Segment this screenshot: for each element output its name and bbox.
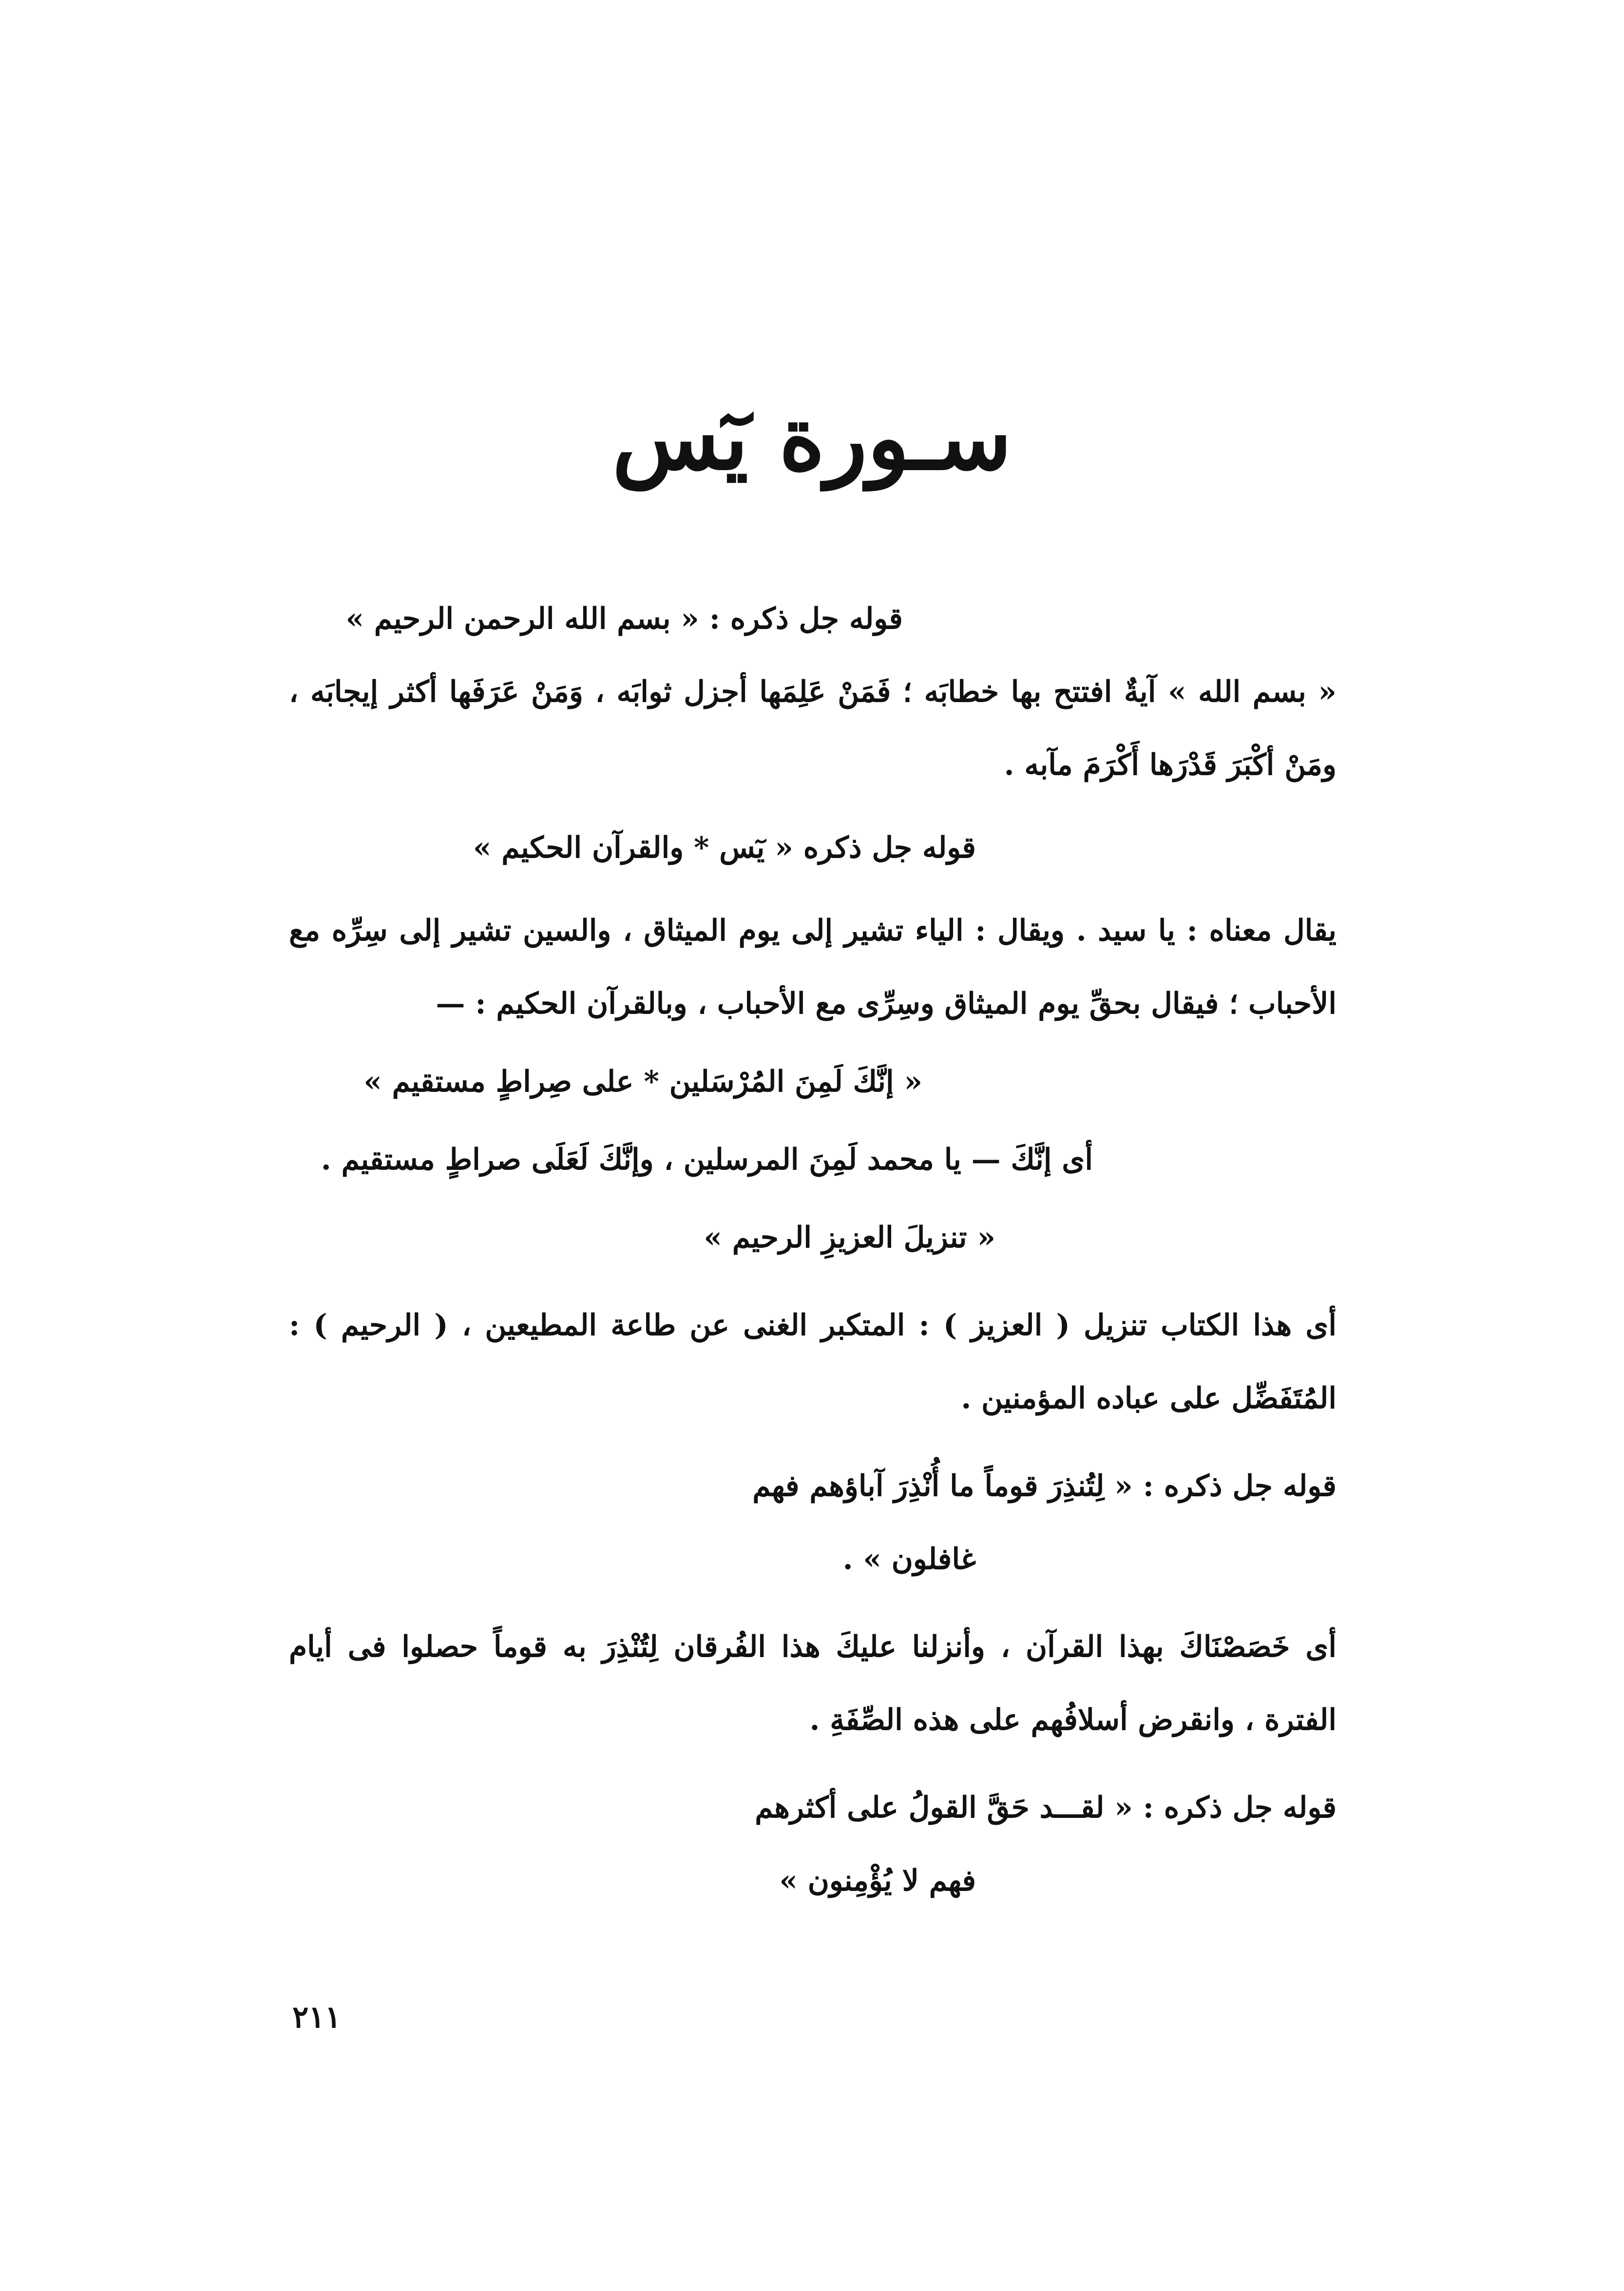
verse-heading-basmala: قوله جل ذكره : « بسم الله الرحمن الرحيم »	[345, 602, 903, 636]
paragraph-line: ومَنْ أكْبَرَ قَدْرَها أَكْرَمَ مآبه .	[1004, 748, 1337, 782]
verse-heading-continuation: غافلون » .	[842, 1542, 976, 1576]
verse-heading-continuation: فهم لا يُؤْمِنون »	[779, 1864, 976, 1898]
paragraph-line: الأحباب ؛ فيقال بحقِّ يوم الميثاق وسِرِّى مع الأحباب ، وبالقرآن الحكيم : —	[436, 987, 1337, 1021]
paragraph-line: الفترة ، وانقرض أسلافُهم على هذه الصِّفَةِ .	[809, 1703, 1337, 1737]
verse-heading: قوله جل ذكره : « لقـــد حَقَّ القولُ على أكثرهم	[755, 1791, 1337, 1825]
paragraph-line: أى خَصَصْنَاكَ بهذا القرآن ، وأنزلنا عليكَ هذا الفُرقان لِتُنْذِرَ به قوماً حصلوا فى أيام	[289, 1630, 1337, 1664]
page-number: ٢١١	[292, 1999, 341, 2035]
paragraph-line: أى هذا الكتاب تنزيل ( العزيز ) : المتكبر الغنى عن طاعة المطيعين ، ( الرحيم ) :	[289, 1308, 1337, 1342]
paragraph-line: المُتَفَضِّل على عباده المؤمنين .	[961, 1381, 1337, 1415]
paragraph-line: أى إنَّكَ — يا محمد لَمِنَ المرسلين ، وإنَّكَ لَعَلَى صراطٍ مستقيم .	[321, 1143, 1093, 1177]
verse-heading: قوله جل ذكره : « لِتُنذِرَ قوماً ما أُنْذِرَ آباؤهم فهم	[752, 1469, 1337, 1503]
verse-quote: « تنزيلَ العزيزِ الرحيم »	[704, 1221, 995, 1255]
verse-heading-yasin: قوله جل ذكره « يٓس * والقرآن الحكيم »	[473, 831, 976, 865]
paragraph-line: يقال معناه : يا سيد . ويقال : الياء تشير إلى يوم الميثاق ، والسين تشير إلى سِرِّه مع	[289, 914, 1337, 948]
paragraph-line: « بسم الله » آيةٌ افتتح بها خطابَه ؛ فَمَنْ عَلِمَها أجزل ثوابَه ، وَمَنْ عَرَفَها أكثر إيجابَه ،	[289, 675, 1337, 709]
surah-title: سـورة يٓس	[612, 387, 1012, 490]
verse-quote: « إنَّكَ لَمِنَ المُرْسَلين * على صِراطٍ مستقيم »	[363, 1065, 922, 1099]
